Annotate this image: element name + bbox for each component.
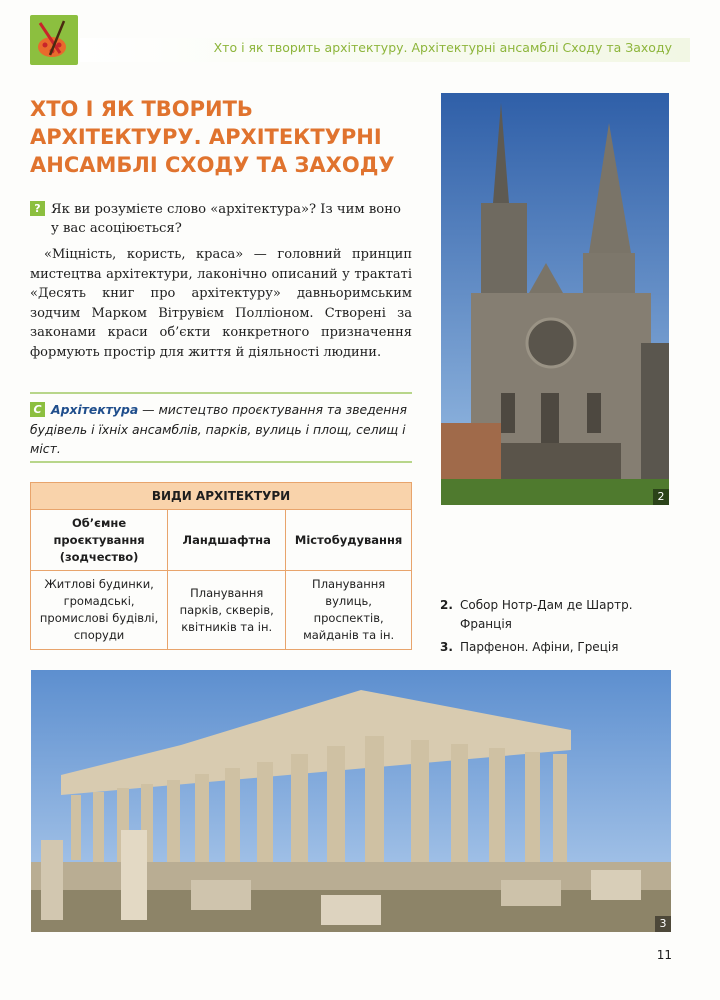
table-cell: Житлові будинки, громадські, промислові будівлі, споруди bbox=[31, 571, 168, 650]
caption-item bbox=[440, 596, 680, 634]
photo-captions bbox=[440, 596, 680, 661]
page-number: 11 bbox=[656, 948, 672, 962]
definition-icon: С bbox=[30, 402, 45, 417]
question-icon: ? bbox=[30, 201, 45, 216]
parthenon-image bbox=[31, 670, 671, 932]
parthenon-photo bbox=[31, 670, 671, 932]
divider-top bbox=[30, 392, 412, 394]
photo-number: 3 bbox=[655, 916, 671, 932]
intro-paragraph: «Міцність, користь, краса» — головний принцип мистецтва архітектури, лаконічно описаний у трактаті «Десять книг про архітектуру» давньоримським зодчим Марком Вітрувієм Полліоном. Створені за законами краси об’єкти конкретного призначення формують простір для життя й діяльності людини. bbox=[30, 247, 412, 360]
caption-item bbox=[440, 638, 680, 657]
photo-number: 2 bbox=[653, 489, 669, 505]
architecture-types-table bbox=[30, 482, 412, 650]
table-cell: Планування вулиць, проспектів, майданів та ін. bbox=[286, 571, 412, 650]
caption-text: Собор Нотр-Дам де Шартр. Франція bbox=[460, 598, 633, 631]
definition-text: — мистецтво проєктування та зведення будівель і їхніх ансамблів, парків, вулиць і площ, селищ і міст. bbox=[30, 402, 407, 456]
cathedral-photo bbox=[441, 93, 669, 505]
definition-block bbox=[30, 400, 415, 459]
page-title: ХТО І ЯК ТВОРИТЬ АРХІТЕКТУРУ. АРХІТЕКТУРНІ АНСАМБЛІ СХОДУ ТА ЗАХОДУ bbox=[30, 97, 395, 177]
caption-number: 3. bbox=[440, 640, 453, 654]
palette-brush-icon bbox=[30, 15, 78, 65]
textbook-logo bbox=[30, 15, 78, 65]
question-line-1: Як ви розумієте слово «архітектура»? Із чим воно bbox=[51, 202, 401, 217]
table-header-cell: Містобудування bbox=[286, 510, 412, 571]
table-header-cell: Ландшафтна bbox=[168, 510, 286, 571]
table-caption: ВИДИ АРХІТЕКТУРИ bbox=[31, 483, 412, 510]
divider-bottom bbox=[30, 461, 412, 463]
caption-text: Парфенон. Афіни, Греція bbox=[460, 640, 619, 654]
table-cell: Планування парків, скверів, квітників та ін. bbox=[168, 571, 286, 650]
question-block bbox=[30, 200, 415, 238]
running-header: Хто і як творить архітектуру. Архітектурні ансамблі Сходу та Заходу bbox=[213, 40, 672, 55]
question-line-2: у вас асоціюється? bbox=[51, 221, 182, 236]
chartres-cathedral-image bbox=[441, 93, 669, 505]
definition-term: Архітектура bbox=[51, 402, 139, 417]
caption-number: 2. bbox=[440, 598, 453, 612]
table-header-cell: Об’ємне проєктування (зодчество) bbox=[31, 510, 168, 571]
